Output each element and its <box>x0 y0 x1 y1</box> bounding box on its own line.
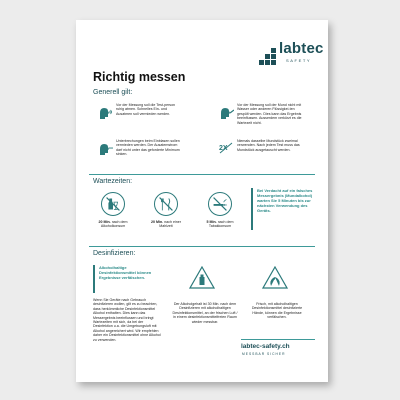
labtec-logo-icon <box>259 46 281 68</box>
section-heading-wartezeiten: Wartezeiten: <box>93 178 133 185</box>
desinfizieren-text-3: Frisch, mit alkoholhaltigen Desinfektionsmittel desinfizierte Hände, können die Ergebnisse verfälschen. <box>251 302 303 320</box>
footer-url-link[interactable]: labtec-safety.ch <box>241 343 290 350</box>
wartezeit-note: Bei Verdacht auf ein falsches Messergebnis (Mundalkohol) warten Sie 5 Minuten bis zur nächsten Verwendung des Geräts. <box>257 188 313 213</box>
person-mouth-icon <box>218 104 234 120</box>
logo-tagline: SAFETY <box>286 58 312 63</box>
page-title: Richtig messen <box>93 70 186 84</box>
warning-hands-icon <box>262 266 288 289</box>
desinfizieren-text-1: Wenn Sie Geräte nach Gebrauch desinfizieren wollen, gilt es zu beachten, dass herkömmliche Desinfektionsmittel Alkohol enthalten. Dies kann das Messergebnis beeinflussen und bringt Wartezeiten mit sich, da bei der Desinfektion u.a. die Umgebungsluft mit Alkohol angereichert wird. Wir empfehlen daher ein Desinfektionsmittel ohne Alkohol zu verwenden. <box>93 298 161 342</box>
no-food-icon <box>154 192 178 216</box>
wartezeit-caption-smoking: 5 Min. nach dem Tabakkonsum <box>206 220 234 229</box>
desinfizieren-warning: Alkoholhaltige Desinfektionsmittel können Ergebnisse verfälschen. <box>99 265 152 280</box>
person-mouth-icon <box>97 140 113 156</box>
generell-text-4: Niemals dasselbe Mundstück zweimal verwenden. Nach jedem Test muss das Mundstück ausgetauscht werden. <box>237 139 300 152</box>
divider <box>89 246 315 247</box>
generell-text-1: Vor der Messung soll die Test-person ruhig atmen. Schnelles Ein- und Ausatmen soll vermieden werden. <box>116 103 176 116</box>
generell-text-2: Vor der Messung soll der Mund nicht mit Wasser oder anderen Flüssigkei-ten gespült werden. Dies kann das Ergebnis beeinflussen. Ausserdem verkürzt es die Wartezeit nicht. <box>237 103 302 125</box>
no-smoking-icon <box>208 192 232 216</box>
no-alcohol-icon <box>101 192 125 216</box>
svg-text:2X: 2X <box>219 145 228 152</box>
info-sheet <box>76 20 328 382</box>
two-times-crossed-icon <box>218 140 234 156</box>
footer-tagline: MESSBAR SICHER <box>242 352 286 356</box>
section-heading-generell: Generell gilt: <box>93 89 133 96</box>
desinfizieren-text-2: Der Alkoholgehalt ist 30 Min. nach dem Desinfizieren mit alkoholhaltigen Desinfektionsmittel, an der frischen Luft / in einem desinfektionsmittelfreien Raum wieder messbar. <box>172 302 238 324</box>
warning-accent-bar <box>93 265 95 293</box>
wartezeit-caption-food: 20 Min. nach einer Mahlzeit <box>151 220 181 229</box>
warning-spray-icon <box>189 266 215 289</box>
divider <box>89 174 315 175</box>
person-mouth-icon <box>97 104 113 120</box>
wartezeit-caption-alcohol: 20 Min. nach dem Alkoholkonsum <box>98 220 128 229</box>
note-accent-bar <box>251 188 253 230</box>
section-heading-desinfizieren: Desinfizieren: <box>93 250 136 257</box>
logo-name: labtec <box>279 40 324 57</box>
footer-divider <box>241 339 315 340</box>
generell-text-3: Unterbrechungen beim Einblasen sollen vermieden werden. Der Ausatemstrom darf nicht unter das geforderte Minimum sinken. <box>116 139 180 157</box>
